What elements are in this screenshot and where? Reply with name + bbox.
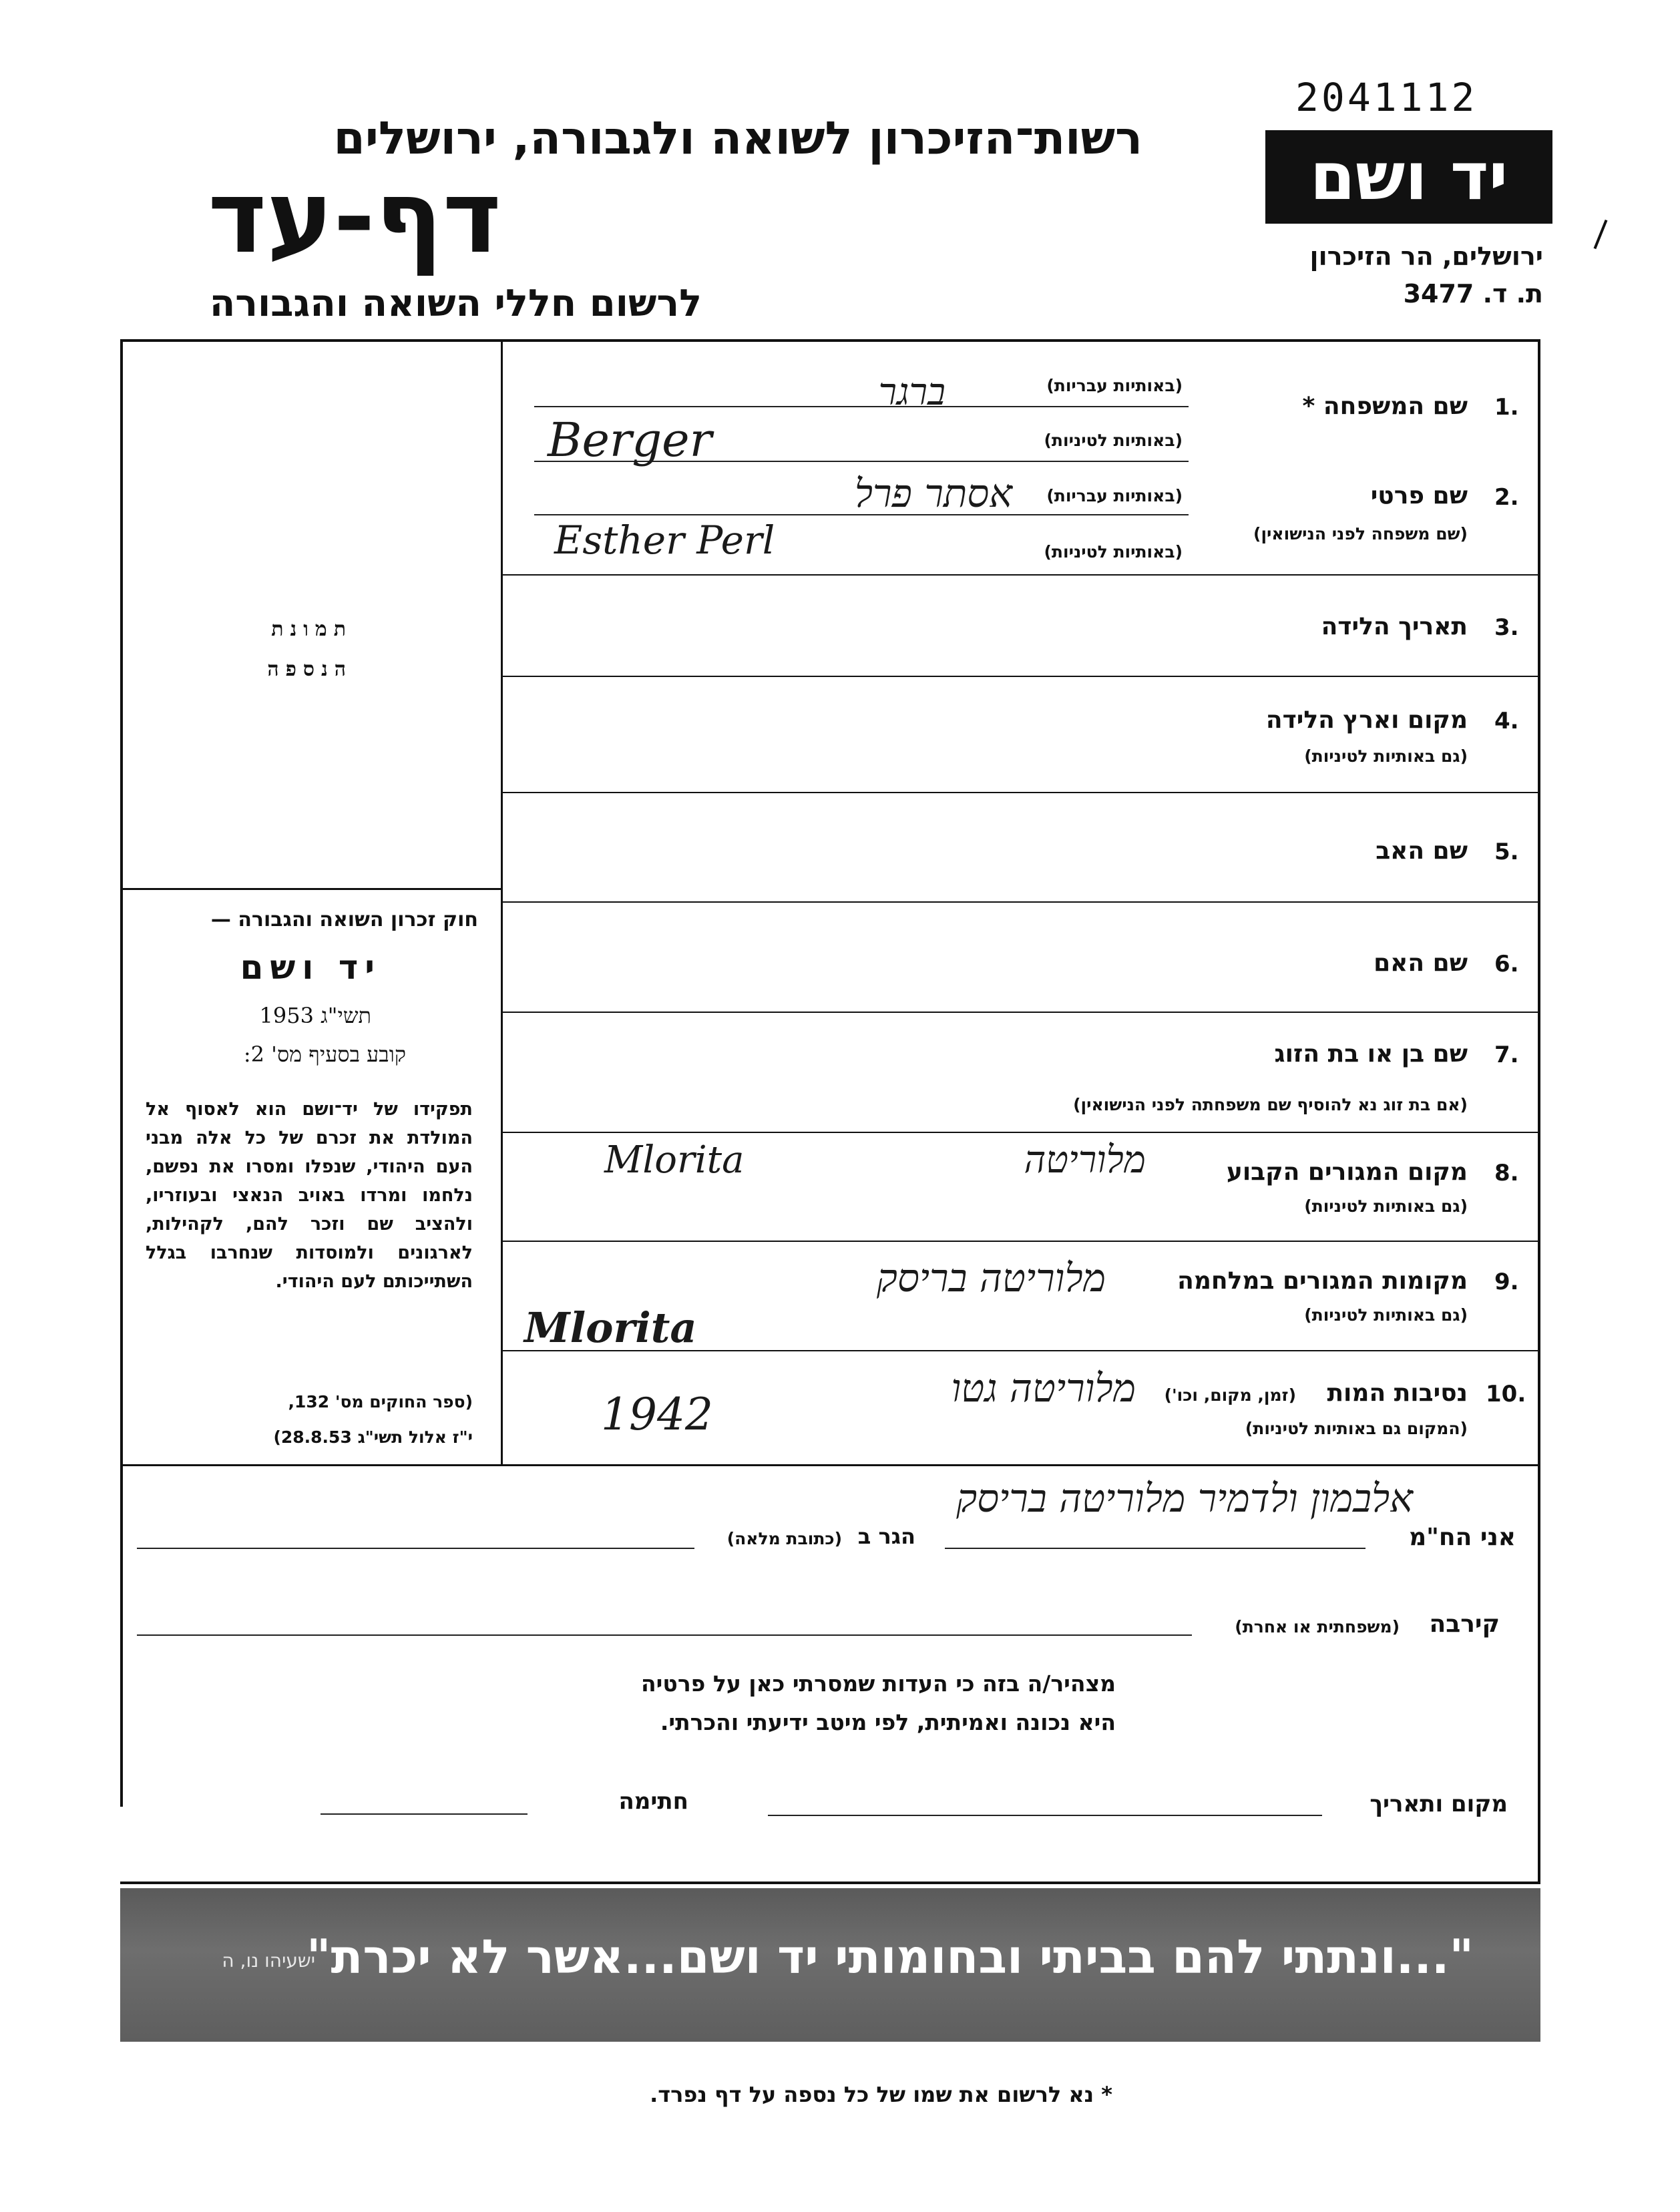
law-clause: קובע בסעיף מס' 2: (243, 1042, 406, 1067)
row-divider (502, 1241, 1538, 1242)
law-text: תפקידו של יד־ושם הוא לאסוף אל המולדת את זכרם של כל אלה מבני העם היהודי, שנפלו ומסרו את נפשם, נלחמו ומרדו באויב הנאצי ובעוזריו, ולהציב שם וזכר להם, לקהילות, לארגונים ולמוסדות שנחרבו בגלל השתייכותם לעם היהודי. (146, 1099, 473, 1292)
document-number: 2041112 (1295, 75, 1478, 120)
law-title: חוק זכרון השואה והגבורה — (210, 908, 478, 931)
law-reference-2: י"ז אלול תשי"ג 28.8.53) (273, 1427, 473, 1447)
field-10-number: 10. (1486, 1381, 1526, 1407)
field-6-label: שם האם (1374, 949, 1468, 977)
banner-source: ישעיהו נו, ה (222, 1950, 315, 1972)
field-2-sub: (שם משפחה לפני הנישואין) (1253, 524, 1468, 543)
address-line-2: ת. ד. 3477 (1403, 279, 1543, 308)
law-year: תשי"ג 1953 (259, 1003, 371, 1028)
banner-quote: "...ונתתי להם בביתי ובחומותי יד ושם...אשר לא יכרת" (306, 1930, 1474, 1984)
row-divider (502, 901, 1538, 903)
place-date-line (768, 1815, 1322, 1816)
footnote: * נא לרשום את שמו של כל נספה על דף נפרד. (650, 2082, 1112, 2107)
left-panel-rule (120, 888, 502, 890)
field-9-number: 9. (1494, 1269, 1519, 1295)
address-line-1: ירושלים, הר הזיכרון (1309, 242, 1543, 271)
address-hint: (כתובת מלאה) (726, 1529, 842, 1548)
photo-label-1: תמונת (271, 618, 353, 641)
field-2-hint-hebrew: (באותיות עבריות) (1046, 486, 1183, 505)
relation-label: קירבה (1429, 1610, 1500, 1638)
field-3-number: 3. (1494, 614, 1519, 641)
signature-label: חתימה (618, 1788, 688, 1815)
yad-vashem-logo (1265, 130, 1552, 224)
frame-bottom (120, 1882, 1540, 1884)
field-8-number: 8. (1494, 1160, 1519, 1186)
field-1-line-hebrew (534, 406, 1189, 407)
field-4-label: מקום וארץ הלידה (1265, 706, 1468, 734)
field-1-hint-hebrew: (באותיות עבריות) (1046, 376, 1183, 395)
frame-left (120, 339, 123, 1807)
field-2-value-hebrew[interactable]: אסתר פרל (854, 471, 1012, 516)
field-10-sub: (המקום גם באותיות לטיניות) (1245, 1419, 1468, 1438)
field-1-value-latin[interactable]: Berger (548, 413, 712, 467)
field-1-hint-latin: (באותיות לטיניות) (1044, 431, 1183, 450)
photo-label-2: הנספה (267, 658, 353, 681)
witness-rule (120, 1464, 1540, 1466)
field-1-value-hebrew[interactable]: ברגר (878, 371, 946, 414)
field-7-number: 7. (1494, 1042, 1519, 1068)
signature-line (321, 1813, 528, 1815)
field-9-label: מקומות המגורים במלחמה (1177, 1267, 1468, 1295)
field-5-label: שם האב (1376, 837, 1468, 865)
field-9-value-latin[interactable]: Mlorita (524, 1303, 697, 1352)
law-name: יד ושם (240, 948, 381, 987)
field-8-sub: (גם באותיות לטיניות) (1304, 1196, 1468, 1216)
field-10-value-year[interactable]: 1942 (601, 1389, 713, 1440)
field-2-hint-latin: (באותיות לטיניות) (1044, 542, 1183, 562)
place-date-label: מקום ותאריך (1370, 1791, 1508, 1817)
field-2-number: 2. (1494, 484, 1519, 511)
field-8-value-hebrew[interactable]: מלוריטה (1024, 1138, 1146, 1182)
logo-text: יד ושם (1309, 139, 1508, 215)
field-4-sub: (גם באותיות לטיניות) (1304, 746, 1468, 766)
margin-mark (1594, 220, 1608, 249)
field-7-label: שם בן או בת הזוג (1274, 1040, 1468, 1068)
field-9-value-hebrew[interactable]: מלוריטה בריסק (876, 1255, 1106, 1301)
field-10-label: נסיבות המות (1327, 1379, 1468, 1407)
form-title: דף-עד (208, 160, 501, 276)
residing-label: הגר ב (857, 1524, 915, 1549)
field-8-value-latin[interactable]: Mlorita (604, 1138, 745, 1182)
field-10-value-hebrew[interactable]: מלוריטה גטו (951, 1365, 1136, 1411)
relation-line (137, 1634, 1192, 1636)
law-reference-1: (ספר החוקים מס' 132, (288, 1392, 473, 1411)
field-6-number: 6. (1494, 951, 1519, 977)
form-subtitle: לרשום חללי השואה והגבורה (209, 282, 702, 325)
witness-label: אני הח"מ (1409, 1524, 1516, 1551)
field-9-sub: (גם באותיות לטיניות) (1304, 1305, 1468, 1325)
authority-title: רשות־הזיכרון לשואה ולגבורה, ירושלים (333, 112, 1142, 165)
relation-hint: (משפחתית או אחרת) (1235, 1617, 1400, 1636)
field-3-label: תאריך הלידה (1321, 613, 1468, 640)
declaration-line-1: מצהיר/ה בזה כי העדות שמסרתי כאן על פרטיה (641, 1671, 1116, 1697)
address-line (137, 1548, 694, 1549)
column-divider (501, 339, 503, 1466)
field-2-value-latin[interactable]: Esther Perl (554, 517, 775, 563)
row-divider (502, 574, 1538, 576)
field-2-label: שם פרטי (1370, 482, 1468, 509)
field-1-number: 1. (1494, 394, 1519, 421)
field-4-number: 4. (1494, 708, 1519, 734)
field-8-label: מקום המגורים הקבוע (1226, 1158, 1468, 1186)
field-1-label: שם המשפחה * (1302, 393, 1468, 420)
row-divider (502, 792, 1538, 793)
quote-banner (120, 1888, 1540, 2042)
declaration-line-2: היא נכונה ואמיתית, לפי מיטב ידיעתי והכרתי. (660, 1709, 1116, 1735)
frame-top (120, 339, 1540, 342)
row-divider (502, 1132, 1538, 1133)
witness-value[interactable]: אלבמון ולדמיר מלוריטה בריסק (956, 1476, 1413, 1521)
field-5-number: 5. (1494, 839, 1519, 865)
row-divider (502, 676, 1538, 677)
frame-right (1538, 339, 1540, 1884)
field-10-hint: (זמן, מקום, וכו') (1164, 1385, 1296, 1405)
witness-name-line (945, 1548, 1366, 1549)
row-divider (502, 1012, 1538, 1013)
field-7-sub: (אם בת זוג נא להוסיף שם משפחתה לפני הנישואין) (1073, 1095, 1468, 1114)
